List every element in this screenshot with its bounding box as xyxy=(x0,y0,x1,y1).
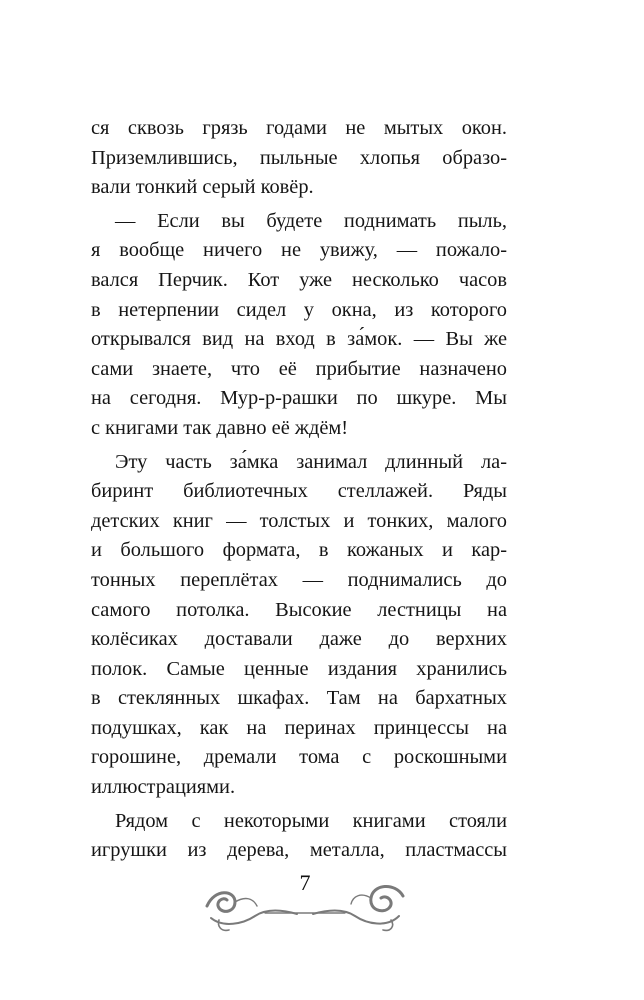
text-line: игрушки из дерева, металла, пластмассы xyxy=(91,839,507,862)
text-line: в стеклянных шкафах. Там на бархатных xyxy=(91,687,507,710)
text-line: полок. Самые ценные издания хранились xyxy=(91,657,507,680)
text-line: на сегодня. Мур-р-рашки по шкуре. Мы xyxy=(91,387,507,410)
text-line: вали тонкий серый ковёр. xyxy=(91,176,314,199)
text-line: и большого формата, в кожаных и кар- xyxy=(91,539,507,562)
text-line: ся сквозь грязь годами не мытых окон. xyxy=(91,117,507,139)
text-line: подушках, как на перинах принцессы на xyxy=(91,716,507,739)
page-number: 7 xyxy=(299,870,311,895)
page-footer xyxy=(205,866,405,938)
text-line: детских книг — толстых и тонких, малого xyxy=(91,509,507,532)
text-line: я вообще ничего не увижу, — пожало- xyxy=(91,239,507,262)
text-line: сами знаете, что её прибытие назначено xyxy=(91,357,507,380)
text-line: в нетерпении сидел у окна, из которого xyxy=(91,298,507,321)
page-text-block xyxy=(91,114,507,866)
text-line: горошине, дремали тома с роскошными xyxy=(91,746,507,769)
text-line: тонных переплётах — поднимались до xyxy=(91,568,507,591)
text-line: Эту часть за́мка занимал длинный ла- xyxy=(115,450,507,473)
text-line: самого потолка. Высокие лестницы на xyxy=(91,598,507,621)
text-line: колёсиках доставали даже до верхних xyxy=(91,628,507,651)
text-line: — Если вы будете поднимать пыль, xyxy=(115,209,507,232)
text-line: Рядом с некоторыми книгами стояли xyxy=(115,809,507,832)
text-line: вался Перчик. Кот уже несколько часов xyxy=(91,268,507,291)
text-line: открывался вид на вход в за́мок. — Вы же xyxy=(91,328,507,351)
text-line: биринт библиотечных стеллажей. Ряды xyxy=(91,480,507,503)
text-line: с книгами так давно её ждём! xyxy=(91,416,349,439)
text-line: Приземлившись, пыльные хлопья образо- xyxy=(91,146,507,169)
text-line: иллюстрациями. xyxy=(91,776,236,799)
